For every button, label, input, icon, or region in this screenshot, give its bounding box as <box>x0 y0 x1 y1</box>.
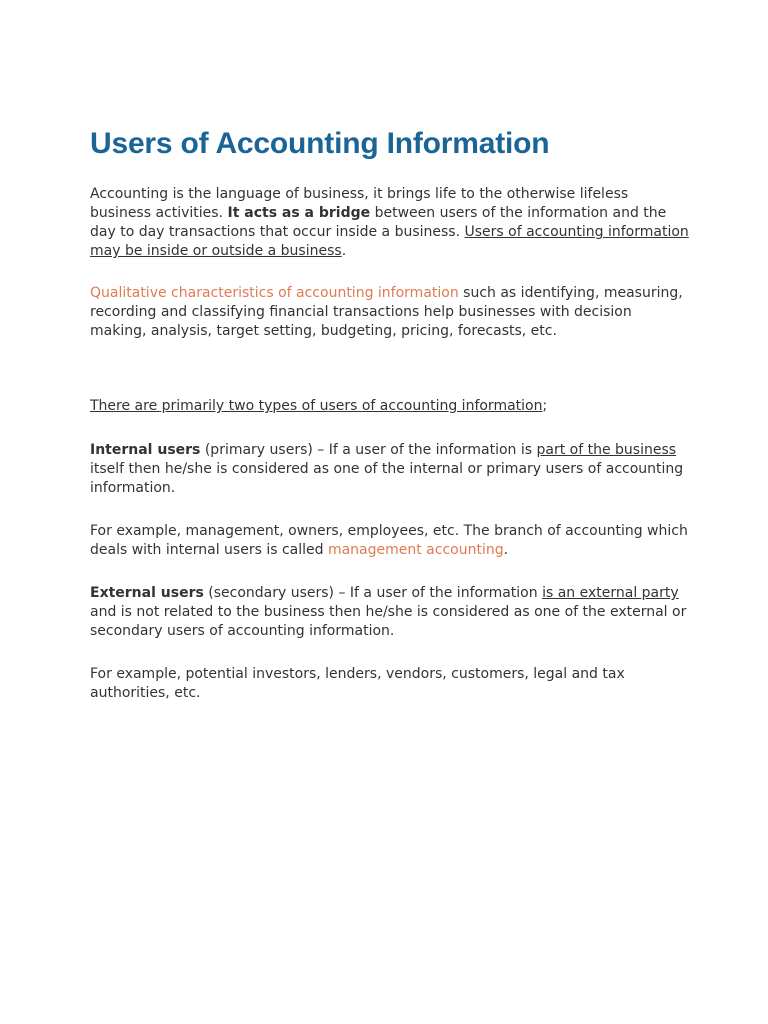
qualitative-characteristics-link[interactable]: Qualitative characteristics of accounting information <box>90 285 459 301</box>
users-inside-outside-link[interactable]: Users of accounting information may be inside or outside a business <box>90 224 689 259</box>
types-underlined-text: There are primarily two types of users of accounting information <box>90 398 543 414</box>
internal-text-2: itself then he/she is considered as one of the internal or primary users of accounting information. <box>90 461 684 496</box>
qualitative-text: such as identifying, measuring, recording and classifying financial transactions help businesses with decision making, analysis, target setting, budgeting, pricing, forecasts, etc. <box>90 285 683 339</box>
external-users-label: External users <box>90 585 204 601</box>
qualitative-paragraph <box>90 284 690 341</box>
intro-text-3: . <box>341 243 347 259</box>
bridge-emphasis: It acts as a bridge <box>227 205 371 221</box>
types-text: ; <box>542 398 548 414</box>
types-paragraph <box>90 397 690 416</box>
internal-example-text-1: For example, management, owners, employees, etc. The branch of accounting which deals with internal users is called <box>90 523 688 558</box>
intro-text-2: between users of the information and the day to day transactions that occur inside a business. <box>90 205 667 240</box>
external-example-text: For example, potential investors, lenders, vendors, customers, legal and tax authorities, etc. <box>90 666 625 701</box>
intro-paragraph <box>90 185 690 261</box>
internal-users-paragraph <box>90 441 690 498</box>
external-text-1: (secondary users) – If a user of the information <box>203 585 543 601</box>
document-page <box>90 124 690 703</box>
internal-users-label: Internal users <box>90 442 201 458</box>
external-text-2: and is not related to the business then he/she is considered as one of the external or secondary users of accounting information. <box>90 604 687 639</box>
intro-text-1: Accounting is the language of business, it brings life to the otherwise lifeless business activities. <box>90 186 629 221</box>
part-of-business-underlined: part of the business <box>536 442 677 458</box>
internal-example-paragraph <box>90 522 690 560</box>
internal-example-text-2: . <box>503 542 509 558</box>
page-title: Users of Accounting Information <box>90 127 550 160</box>
external-party-underlined: is an external party <box>542 585 679 601</box>
external-example-paragraph <box>90 665 690 703</box>
external-users-paragraph <box>90 584 690 641</box>
management-accounting-link[interactable]: management accounting <box>327 542 504 558</box>
internal-text-1: (primary users) – If a user of the information is <box>200 442 537 458</box>
